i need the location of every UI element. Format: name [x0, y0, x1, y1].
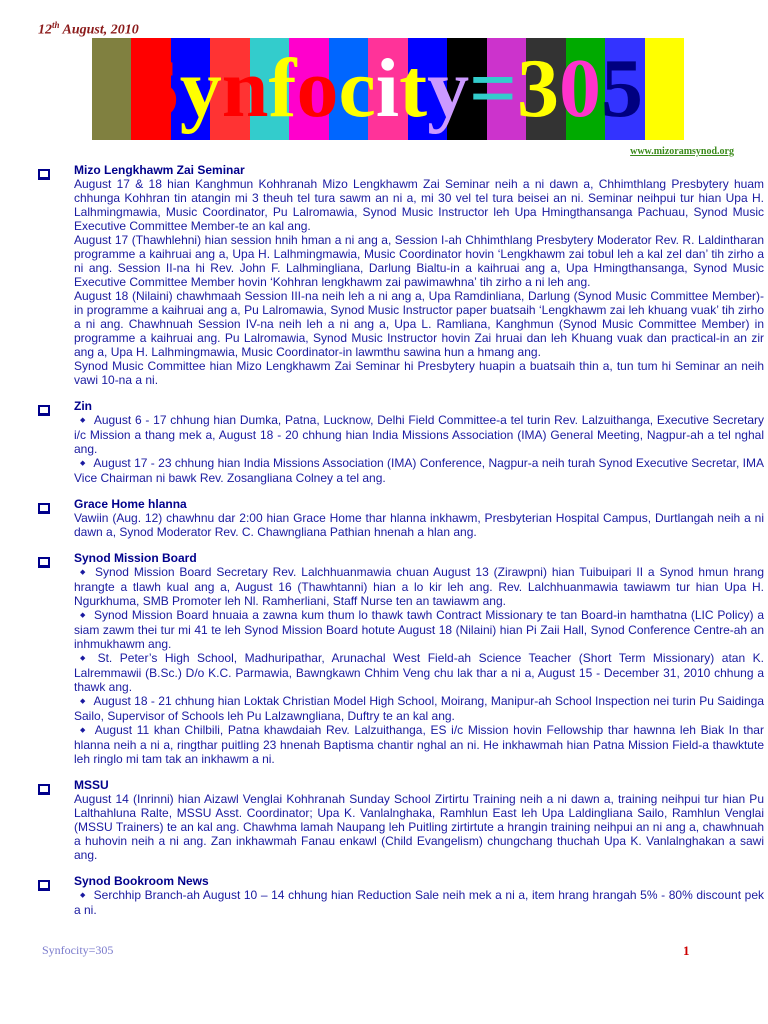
- checkbox-bullet-icon: [38, 169, 52, 387]
- checkbox-bullet-icon: [38, 557, 52, 766]
- news-section: [38, 874, 764, 917]
- news-section: [38, 497, 764, 539]
- section-title: Synod Bookroom News: [74, 874, 209, 888]
- footer-publication-name: Synfocity=305: [42, 943, 114, 957]
- news-item: ◆ Synod Mission Board Secretary Rev. Lalchhuanmawia chuan August 13 (Zirawpni) hian Tuibuipari II a Synod hmun hrang hrangte a tlawh kual ang a, August 16 (Thawhtanni) hian a lo kir leh ang. Rev. Lalchhuanmawia tawiawm tur hian Upa H. Ngurkhuma, SMB Promoter leh Nl. Ramherliani, Staff Nurse ten an tawiawm ang.: [74, 565, 764, 608]
- news-item: ◆ August 6 - 17 chhung hian Dumka, Patna, Lucknow, Delhi Field Committee-a tel turin Rev. Lalzuithanga, Executive Secretary i/c Mission a thang mek a, August 18 - 20 chhung hian India Missions Association (IMA) General Meeting, Nagpur-ah a tel nghal ang.: [74, 413, 764, 456]
- news-item: ◆ St. Peter’s High School, Madhuripathar, Arunachal West Field-ah Science Teacher (Short Term Missionary) atan K. Lalremmawii (B.Sc.) D/o K.C. Parmawia, Bawngkawn Chhim Veng chu lak thar a ni a, August 15 - December 31, 2010 chhung a thawk ang.: [74, 651, 764, 694]
- news-section: [38, 778, 764, 862]
- section-title: Synod Mission Board: [74, 551, 197, 565]
- news-item: ◆ August 17 - 23 chhung hian India Missions Association (IMA) Conference, Nagpur-a neih turah Synod Executive Secretar, IMA Vice Chairman ni bawk Rev. Zosangliana Colney a tel ang.: [74, 456, 764, 485]
- news-item: ◆ Serchhip Branch-ah August 10 – 14 chhung hian Reduction Sale neih mek a ni a, item hrang hrangah 5% - 80% discount pek a ni.: [74, 888, 764, 917]
- news-paragraph: August 17 (Thawhlehni) hian session hnih hman a ni ang a, Session I-ah Chhimthlang Presbytery Moderator Rev. R. Laldintharan programme a kaihruai ang a, Upa H. Lalhmingmawia, Music Coordinator hovin ‘Lengkhawm zai tobul leh a kal zel dan’ tih zirho a ni ang. Session II-na hi Rev. John F. Lalhmingliana, Darlung Bialtu-in a kaihruai ang a, Upa Hmingthansanga, Synod Music Executive Committee Member hovin ‘Kohhran lengkhawm zai pawimawhna’ tih zirho a ni leh ang.: [74, 233, 764, 289]
- checkbox-bullet-icon: [38, 405, 52, 485]
- banner-letter: =: [469, 42, 517, 135]
- banner-letter: 3: [516, 42, 559, 135]
- news-item: ◆ Synod Mission Board hnuaia a zawna kum thum lo thawk tawh Contract Missionary te tan Board-in hamthatna (LIC Policy) a siam zawm thei tur mi 41 te leh Synod Mission Board hotute August 18 (Nilaini) hian Pi Zaii Hall, Synod Conference Centre-ah an inhmukhawm ang.: [74, 608, 764, 651]
- banner-letter: n: [221, 42, 269, 135]
- section-title: MSSU: [74, 778, 109, 792]
- banner-letter: 5: [600, 42, 643, 135]
- banner-letter: f: [268, 42, 297, 135]
- news-section: [38, 163, 764, 387]
- section-title: Grace Home hlanna: [74, 497, 187, 511]
- news-paragraph: Vawiin (Aug. 12) chawhnu dar 2:00 hian Grace Home thar hlanna inkhawm, Presbyterian Hospital Campus, Durtlangah neih a ni dawn a, Synod Moderator Rev. C. Chawngliana Pathian hnenah a hlan ang.: [74, 511, 764, 539]
- banner-letter: y: [427, 42, 470, 135]
- banner-letter: 0: [558, 42, 601, 135]
- news-section: [38, 399, 764, 485]
- banner-letter: c: [338, 42, 376, 135]
- news-paragraph: August 14 (Inrinni) hian Aizawl Venglai Kohhranah Sunday School Zirtirtu Training neih a ni dawn a, training neihpui tur hian Pu Lalthahluna Ralte, MSSU Asst. Coordinator; Upa K. Vanlalnghaka, Ramhlun East leh Upa Laldingliana Sailo, Ramhlun Venglai (MSSU Trainers) te an kal ang. Chawhma lamah Naupang leh Puitling zirtirtute a hrangin training neihpui an ni ang a, chawhnuah a huhovin neih a ni ang. Zan inkhawmah Fanau enkawl (Child Evangelism) chungchang thuchah Upa K. Vanlalnghakan a sawi ang.: [74, 792, 764, 862]
- news-section: [38, 551, 764, 766]
- news-paragraph: August 18 (Nilaini) chawhmaah Session III-na neih leh a ni ang a, Upa Ramdinliana, Darlung (Synod Music Committee Member)-in programme a kaihruai ang a, Pu Lalromawia, Synod Music Instructor paper buatsaih ‘Lengkhawm zai leh khuang vuak’ tih zirho a ni ang. Chawhnuah Session IV-na neih leh a ni ang a, Upa L. Ramliana, Kanghmun (Synod Music Committee Member) in programme a kaihruai ang. Pu Lalromawia, Synod Music Instructor hovin Zai hruai dan leh Khuang vuak dan practical-in an zir ang a, Upa H. Lalhmingmawia, Music Coordinator-in lawmthu sawina hun a hmang ang.: [74, 289, 764, 359]
- news-paragraph: Synod Music Committee hian Mizo Lengkhawm Zai Seminar hi Presbytery huapin a buatsaih thin a, tun tum hi Seminar an neih vawi 10-na a ni.: [74, 359, 764, 387]
- issue-date: 12th August, 2010: [38, 20, 139, 38]
- news-paragraph: August 17 & 18 hian Kanghmun Kohhranah Mizo Lengkhawm Zai Seminar neih a ni dawn a, Chhimthlang Presbytery huam chhunga Kohhran tin atangin mi 3 theuh tel tura sawm an ni a, mi 30 vel tel tura beisei an ni. Seminar neihpui tur hian Upa H. Lalhmingmawia, Music Coordinator, Pu Lalromawia, Synod Music Instructor leh Upa Hmingthansanga Pachuau, Synod Music Executive Committee Member-te an kal ang.: [74, 177, 764, 233]
- news-item: ◆ August 11 khan Chilbili, Patna khawdaiah Rev. Lalzuithanga, ES i/c Mission hovin Fellowship thar hawnna leh Biak In thar hlanna neih a ni a, ringthar puitling 23 hnenah Baptisma chantir nghal an ni. He inkhawmah hian Patna Mission Field-a thawktute leh ringlo mi tam tak an inkhawm a ni.: [74, 723, 764, 766]
- banner-letter: o: [296, 42, 339, 135]
- section-title: Zin: [74, 399, 92, 413]
- section-title: Mizo Lengkhawm Zai Seminar: [74, 163, 245, 177]
- masthead-title: [92, 38, 684, 140]
- page-number: 1: [683, 943, 690, 958]
- banner-letter: S: [133, 42, 180, 135]
- banner-letter: i: [375, 42, 400, 135]
- newsletter-body: [38, 163, 764, 929]
- banner-letter: t: [399, 42, 428, 135]
- checkbox-bullet-icon: [38, 880, 52, 917]
- news-item: ◆ August 18 - 21 chhung hian Loktak Christian Model High School, Moirang, Manipur-ah School Inspection nei turin Pu Saidinga Sailo, Supervisor of Schools leh Pu Lalzawngliana, Duftry te an kal ang.: [74, 694, 764, 723]
- checkbox-bullet-icon: [38, 503, 52, 539]
- banner-letter: y: [179, 42, 222, 135]
- checkbox-bullet-icon: [38, 784, 52, 862]
- website-link[interactable]: www.mizoramsynod.org: [630, 146, 734, 157]
